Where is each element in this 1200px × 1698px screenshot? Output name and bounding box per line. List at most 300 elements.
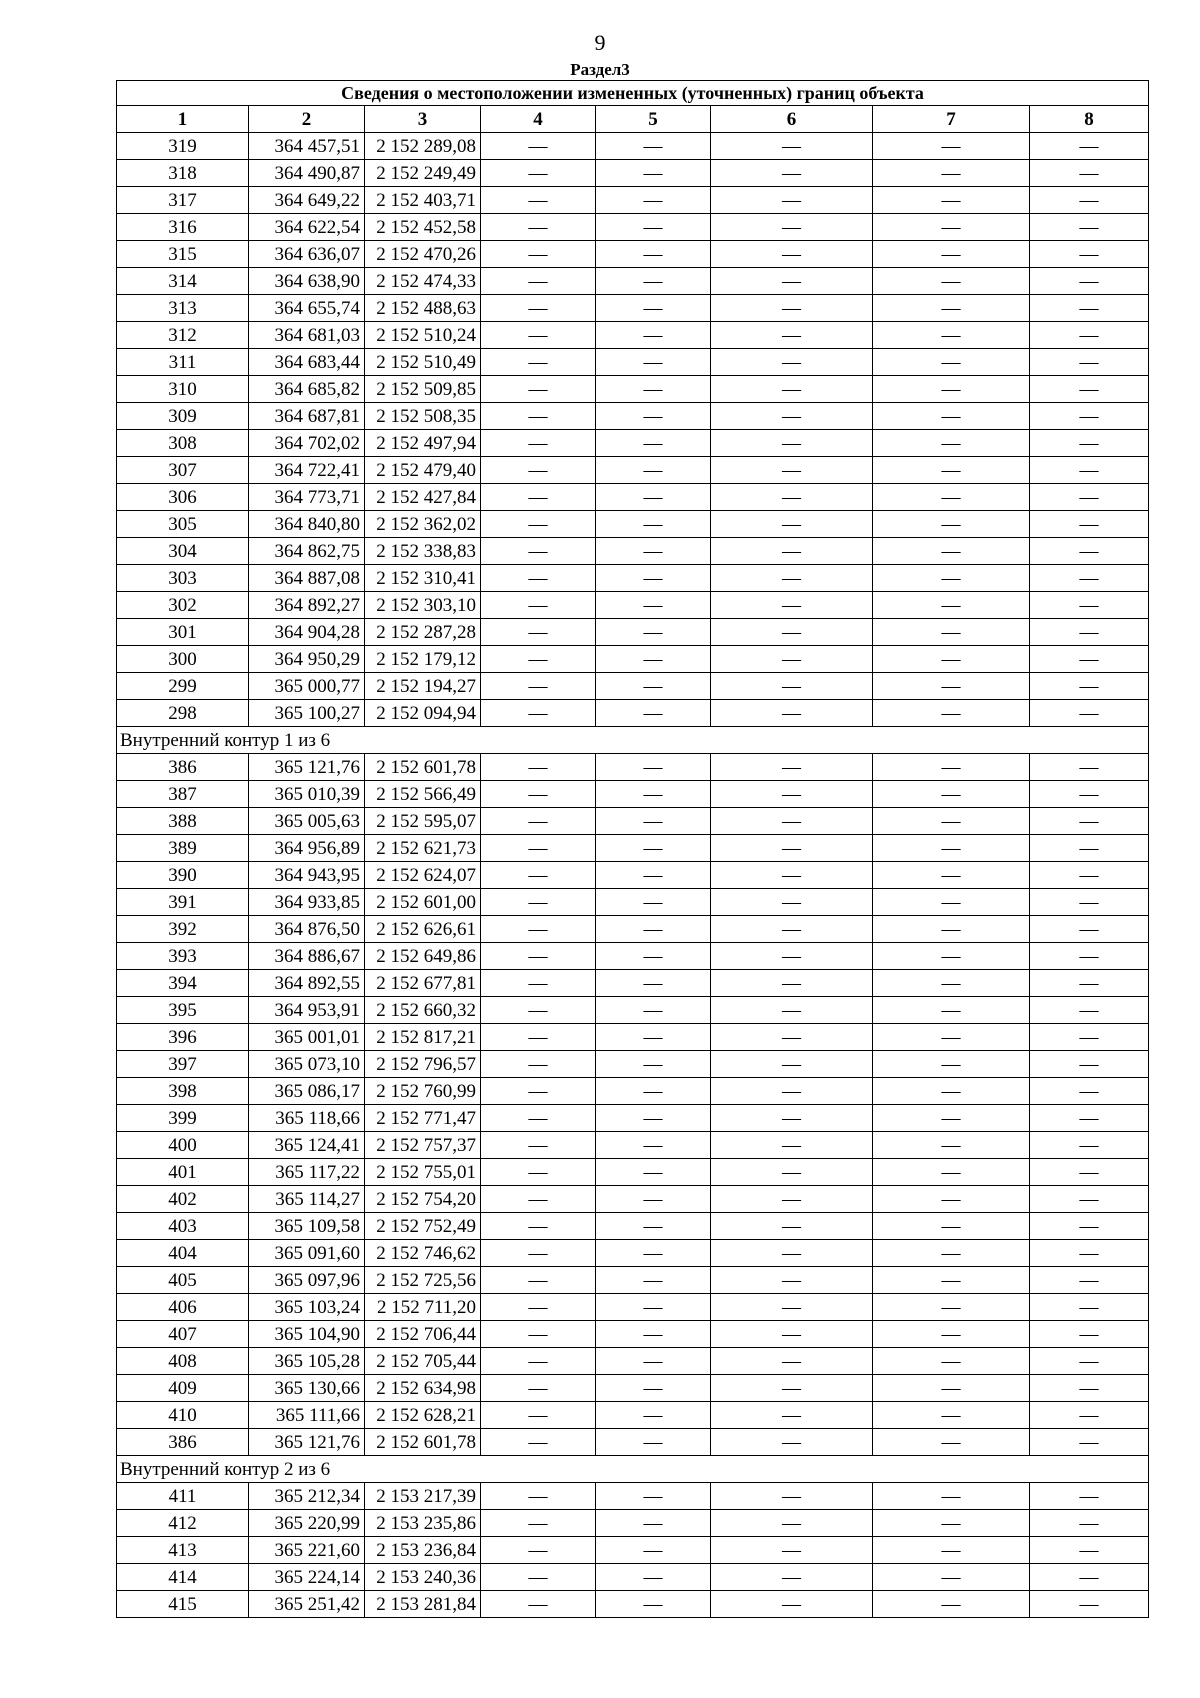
y-coordinate-cell: 2 152 179,12 xyxy=(365,646,481,673)
table-row xyxy=(117,754,1149,781)
empty-mark: — xyxy=(782,999,801,1021)
empty-cell xyxy=(596,295,711,322)
empty-mark: — xyxy=(941,1512,961,1534)
x-coordinate-cell: 364 862,75 xyxy=(249,538,365,565)
empty-cell xyxy=(481,1186,596,1213)
x-coordinate-cell: 364 840,80 xyxy=(249,511,365,538)
empty-mark: — xyxy=(643,1539,663,1561)
empty-mark: — xyxy=(941,1323,961,1345)
y-coordinate-cell: 2 152 634,98 xyxy=(365,1375,481,1402)
table-row xyxy=(117,1429,1149,1456)
empty-cell xyxy=(596,1402,711,1429)
empty-cell xyxy=(711,1537,873,1564)
empty-mark: — xyxy=(941,1134,961,1156)
table-row xyxy=(117,862,1149,889)
empty-cell xyxy=(481,268,596,295)
point-number-cell: 395 xyxy=(117,997,249,1024)
empty-cell xyxy=(481,1321,596,1348)
table-row xyxy=(117,295,1149,322)
empty-mark: — xyxy=(941,756,961,778)
point-number-cell: 400 xyxy=(117,1132,249,1159)
table-body xyxy=(117,81,1149,1618)
empty-cell xyxy=(873,1186,1030,1213)
x-coordinate-cell: 365 221,60 xyxy=(249,1537,365,1564)
empty-mark: — xyxy=(643,1404,663,1426)
table-row xyxy=(117,673,1149,700)
empty-mark: — xyxy=(528,972,548,994)
empty-mark: — xyxy=(1079,1485,1099,1507)
empty-cell xyxy=(596,214,711,241)
x-coordinate-cell: 365 005,63 xyxy=(249,808,365,835)
empty-mark: — xyxy=(941,1566,961,1588)
table-row xyxy=(117,430,1149,457)
column-header: 5 xyxy=(596,106,711,133)
empty-cell xyxy=(1030,457,1149,484)
empty-mark: — xyxy=(528,1215,548,1237)
empty-mark: — xyxy=(782,270,801,292)
empty-mark: — xyxy=(528,1350,548,1372)
empty-cell xyxy=(1030,1510,1149,1537)
empty-mark: — xyxy=(782,297,801,319)
y-coordinate-cell: 2 152 752,49 xyxy=(365,1213,481,1240)
empty-cell xyxy=(711,187,873,214)
empty-mark: — xyxy=(528,1242,548,1264)
empty-mark: — xyxy=(528,270,548,292)
empty-mark: — xyxy=(643,891,663,913)
empty-cell xyxy=(873,268,1030,295)
empty-cell xyxy=(596,241,711,268)
point-number-cell: 414 xyxy=(117,1564,249,1591)
x-coordinate-cell: 365 104,90 xyxy=(249,1321,365,1348)
y-coordinate-cell: 2 153 217,39 xyxy=(365,1483,481,1510)
empty-mark: — xyxy=(782,783,801,805)
empty-cell xyxy=(711,376,873,403)
table-row xyxy=(117,1510,1149,1537)
empty-cell xyxy=(711,970,873,997)
point-number-cell: 306 xyxy=(117,484,249,511)
empty-mark: — xyxy=(782,891,801,913)
empty-cell xyxy=(711,646,873,673)
empty-cell xyxy=(481,1483,596,1510)
empty-cell xyxy=(596,376,711,403)
empty-mark: — xyxy=(643,1269,663,1291)
x-coordinate-cell: 364 892,27 xyxy=(249,592,365,619)
empty-cell xyxy=(873,376,1030,403)
empty-mark: — xyxy=(941,1377,961,1399)
x-coordinate-cell: 365 111,66 xyxy=(249,1402,365,1429)
empty-mark: — xyxy=(528,621,548,643)
empty-mark: — xyxy=(643,297,663,319)
empty-cell xyxy=(596,700,711,727)
x-coordinate-cell: 365 251,42 xyxy=(249,1591,365,1618)
empty-mark: — xyxy=(782,567,801,589)
empty-mark: — xyxy=(1079,648,1099,670)
empty-mark: — xyxy=(528,459,548,481)
empty-cell xyxy=(711,1267,873,1294)
empty-cell xyxy=(711,1483,873,1510)
empty-cell xyxy=(873,133,1030,160)
empty-mark: — xyxy=(643,810,663,832)
empty-cell xyxy=(711,1294,873,1321)
empty-cell xyxy=(1030,511,1149,538)
y-coordinate-cell: 2 152 452,58 xyxy=(365,214,481,241)
y-coordinate-cell: 2 152 746,62 xyxy=(365,1240,481,1267)
x-coordinate-cell: 365 086,17 xyxy=(249,1078,365,1105)
table-row xyxy=(117,970,1149,997)
empty-mark: — xyxy=(643,189,663,211)
empty-mark: — xyxy=(643,864,663,886)
empty-mark: — xyxy=(643,405,663,427)
y-coordinate-cell: 2 152 497,94 xyxy=(365,430,481,457)
point-number-cell: 390 xyxy=(117,862,249,889)
empty-cell xyxy=(596,403,711,430)
empty-mark: — xyxy=(643,837,663,859)
table-row xyxy=(117,1348,1149,1375)
empty-mark: — xyxy=(1079,675,1099,697)
empty-cell xyxy=(711,1402,873,1429)
empty-mark: — xyxy=(941,810,961,832)
empty-mark: — xyxy=(1079,918,1099,940)
empty-cell xyxy=(873,862,1030,889)
table-row xyxy=(117,241,1149,268)
empty-cell xyxy=(481,484,596,511)
empty-cell xyxy=(1030,970,1149,997)
empty-mark: — xyxy=(782,189,801,211)
empty-mark: — xyxy=(782,405,801,427)
empty-cell xyxy=(711,133,873,160)
empty-mark: — xyxy=(643,216,663,238)
empty-cell xyxy=(873,1348,1030,1375)
empty-mark: — xyxy=(643,1431,663,1453)
empty-cell xyxy=(873,754,1030,781)
empty-mark: — xyxy=(643,459,663,481)
empty-mark: — xyxy=(782,1080,801,1102)
point-number-cell: 397 xyxy=(117,1051,249,1078)
empty-cell xyxy=(481,1105,596,1132)
x-coordinate-cell: 364 950,29 xyxy=(249,646,365,673)
table-row xyxy=(117,1564,1149,1591)
empty-cell xyxy=(596,1564,711,1591)
point-number-cell: 313 xyxy=(117,295,249,322)
empty-mark: — xyxy=(941,702,961,724)
table-row xyxy=(117,160,1149,187)
empty-mark: — xyxy=(782,540,801,562)
table-row xyxy=(117,1186,1149,1213)
empty-mark: — xyxy=(782,243,801,265)
x-coordinate-cell: 364 702,02 xyxy=(249,430,365,457)
empty-mark: — xyxy=(1079,1161,1099,1183)
column-header: 8 xyxy=(1030,106,1149,133)
empty-cell xyxy=(1030,1267,1149,1294)
empty-mark: — xyxy=(782,216,801,238)
y-coordinate-cell: 2 153 235,86 xyxy=(365,1510,481,1537)
empty-mark: — xyxy=(941,1080,961,1102)
table-row xyxy=(117,592,1149,619)
empty-cell xyxy=(596,268,711,295)
empty-mark: — xyxy=(941,1296,961,1318)
point-number-cell: 393 xyxy=(117,943,249,970)
empty-mark: — xyxy=(782,621,801,643)
table-row xyxy=(117,214,1149,241)
empty-cell xyxy=(596,1483,711,1510)
empty-cell xyxy=(873,997,1030,1024)
x-coordinate-cell: 364 655,74 xyxy=(249,295,365,322)
empty-mark: — xyxy=(1079,756,1099,778)
empty-mark: — xyxy=(1079,162,1099,184)
table-row xyxy=(117,1267,1149,1294)
y-coordinate-cell: 2 153 236,84 xyxy=(365,1537,481,1564)
empty-cell xyxy=(1030,1240,1149,1267)
y-coordinate-cell: 2 152 725,56 xyxy=(365,1267,481,1294)
empty-mark: — xyxy=(941,1161,961,1183)
x-coordinate-cell: 364 953,91 xyxy=(249,997,365,1024)
empty-cell xyxy=(873,187,1030,214)
empty-mark: — xyxy=(1079,135,1099,157)
empty-mark: — xyxy=(782,486,801,508)
point-number-cell: 413 xyxy=(117,1537,249,1564)
empty-cell xyxy=(873,1078,1030,1105)
empty-mark: — xyxy=(643,486,663,508)
empty-cell xyxy=(481,835,596,862)
y-coordinate-cell: 2 152 621,73 xyxy=(365,835,481,862)
empty-mark: — xyxy=(643,513,663,535)
empty-cell xyxy=(1030,295,1149,322)
empty-mark: — xyxy=(528,891,548,913)
point-number-cell: 401 xyxy=(117,1159,249,1186)
x-coordinate-cell: 365 100,27 xyxy=(249,700,365,727)
point-number-cell: 298 xyxy=(117,700,249,727)
empty-mark: — xyxy=(1079,1242,1099,1264)
empty-mark: — xyxy=(782,837,801,859)
table-row xyxy=(117,1105,1149,1132)
empty-mark: — xyxy=(941,1053,961,1075)
empty-mark: — xyxy=(941,324,961,346)
point-number-cell: 396 xyxy=(117,1024,249,1051)
empty-mark: — xyxy=(528,1566,548,1588)
empty-cell xyxy=(1030,943,1149,970)
empty-mark: — xyxy=(941,648,961,670)
y-coordinate-cell: 2 152 249,49 xyxy=(365,160,481,187)
y-coordinate-cell: 2 152 488,63 xyxy=(365,295,481,322)
empty-mark: — xyxy=(782,1242,801,1264)
table-row xyxy=(117,484,1149,511)
empty-mark: — xyxy=(941,243,961,265)
empty-cell xyxy=(1030,160,1149,187)
column-header: 6 xyxy=(711,106,873,133)
x-coordinate-cell: 365 114,27 xyxy=(249,1186,365,1213)
empty-mark: — xyxy=(643,270,663,292)
y-coordinate-cell: 2 152 760,99 xyxy=(365,1078,481,1105)
empty-cell xyxy=(873,349,1030,376)
empty-cell xyxy=(873,700,1030,727)
table-row xyxy=(117,1321,1149,1348)
empty-cell xyxy=(711,457,873,484)
empty-cell xyxy=(596,943,711,970)
empty-cell xyxy=(596,1267,711,1294)
empty-cell xyxy=(1030,376,1149,403)
empty-mark: — xyxy=(528,351,548,373)
empty-cell xyxy=(873,1537,1030,1564)
empty-mark: — xyxy=(528,1512,548,1534)
point-number-cell: 300 xyxy=(117,646,249,673)
point-number-cell: 410 xyxy=(117,1402,249,1429)
empty-cell xyxy=(711,943,873,970)
point-number-cell: 386 xyxy=(117,1429,249,1456)
empty-mark: — xyxy=(643,1485,663,1507)
empty-mark: — xyxy=(941,1269,961,1291)
empty-mark: — xyxy=(643,999,663,1021)
empty-mark: — xyxy=(782,1377,801,1399)
empty-mark: — xyxy=(941,135,961,157)
empty-mark: — xyxy=(1079,297,1099,319)
empty-mark: — xyxy=(643,675,663,697)
table-row xyxy=(117,376,1149,403)
empty-cell xyxy=(873,1024,1030,1051)
point-number-cell: 389 xyxy=(117,835,249,862)
empty-mark: — xyxy=(528,1134,548,1156)
empty-mark: — xyxy=(1079,837,1099,859)
y-coordinate-cell: 2 153 240,36 xyxy=(365,1564,481,1591)
empty-cell xyxy=(711,1348,873,1375)
empty-cell xyxy=(1030,538,1149,565)
point-number-cell: 415 xyxy=(117,1591,249,1618)
empty-mark: — xyxy=(782,1134,801,1156)
empty-mark: — xyxy=(643,1161,663,1183)
table-row xyxy=(117,268,1149,295)
empty-mark: — xyxy=(941,162,961,184)
empty-mark: — xyxy=(782,945,801,967)
table-row xyxy=(117,565,1149,592)
empty-mark: — xyxy=(528,216,548,238)
empty-mark: — xyxy=(1079,1269,1099,1291)
empty-cell xyxy=(711,349,873,376)
empty-cell xyxy=(711,700,873,727)
x-coordinate-cell: 365 118,66 xyxy=(249,1105,365,1132)
point-number-cell: 408 xyxy=(117,1348,249,1375)
empty-cell xyxy=(481,754,596,781)
empty-mark: — xyxy=(941,594,961,616)
empty-cell xyxy=(481,1294,596,1321)
empty-cell xyxy=(481,376,596,403)
empty-mark: — xyxy=(941,621,961,643)
empty-mark: — xyxy=(528,324,548,346)
empty-cell xyxy=(481,646,596,673)
empty-cell xyxy=(873,1321,1030,1348)
empty-mark: — xyxy=(528,243,548,265)
empty-cell xyxy=(1030,835,1149,862)
empty-mark: — xyxy=(643,1134,663,1156)
empty-cell xyxy=(873,889,1030,916)
empty-mark: — xyxy=(528,918,548,940)
empty-cell xyxy=(596,511,711,538)
empty-mark: — xyxy=(941,1026,961,1048)
empty-cell xyxy=(481,673,596,700)
empty-cell xyxy=(481,1132,596,1159)
empty-cell xyxy=(873,1483,1030,1510)
empty-mark: — xyxy=(782,378,801,400)
table-row xyxy=(117,403,1149,430)
empty-cell xyxy=(711,862,873,889)
x-coordinate-cell: 364 457,51 xyxy=(249,133,365,160)
empty-mark: — xyxy=(1079,1566,1099,1588)
empty-mark: — xyxy=(528,1485,548,1507)
empty-mark: — xyxy=(643,1026,663,1048)
empty-mark: — xyxy=(941,432,961,454)
empty-cell xyxy=(596,1024,711,1051)
empty-mark: — xyxy=(1079,1377,1099,1399)
empty-cell xyxy=(596,1375,711,1402)
table-row xyxy=(117,1024,1149,1051)
empty-cell xyxy=(711,322,873,349)
empty-cell xyxy=(481,1564,596,1591)
x-coordinate-cell: 364 904,28 xyxy=(249,619,365,646)
point-number-cell: 403 xyxy=(117,1213,249,1240)
empty-mark: — xyxy=(1079,540,1099,562)
empty-cell xyxy=(1030,1348,1149,1375)
table-row xyxy=(117,943,1149,970)
empty-mark: — xyxy=(1079,1512,1099,1534)
empty-mark: — xyxy=(1079,459,1099,481)
empty-cell xyxy=(596,1186,711,1213)
x-coordinate-cell: 365 103,24 xyxy=(249,1294,365,1321)
empty-mark: — xyxy=(1079,1134,1099,1156)
empty-mark: — xyxy=(528,810,548,832)
empty-cell xyxy=(1030,1537,1149,1564)
point-number-cell: 314 xyxy=(117,268,249,295)
empty-mark: — xyxy=(528,1269,548,1291)
contour-row xyxy=(117,727,1149,754)
empty-cell xyxy=(1030,214,1149,241)
table-row xyxy=(117,1294,1149,1321)
empty-cell xyxy=(596,808,711,835)
empty-cell xyxy=(481,862,596,889)
empty-cell xyxy=(481,430,596,457)
empty-cell xyxy=(596,970,711,997)
x-coordinate-cell: 365 117,22 xyxy=(249,1159,365,1186)
empty-mark: — xyxy=(528,702,548,724)
y-coordinate-cell: 2 152 601,78 xyxy=(365,754,481,781)
y-coordinate-cell: 2 152 705,44 xyxy=(365,1348,481,1375)
empty-cell xyxy=(481,1591,596,1618)
column-header: 4 xyxy=(481,106,596,133)
empty-mark: — xyxy=(528,999,548,1021)
empty-mark: — xyxy=(643,324,663,346)
y-coordinate-cell: 2 152 510,49 xyxy=(365,349,481,376)
empty-mark: — xyxy=(643,945,663,967)
empty-mark: — xyxy=(528,1080,548,1102)
empty-cell xyxy=(873,1375,1030,1402)
empty-cell xyxy=(711,1213,873,1240)
table-row xyxy=(117,1078,1149,1105)
point-number-cell: 307 xyxy=(117,457,249,484)
empty-cell xyxy=(873,1510,1030,1537)
empty-mark: — xyxy=(782,1593,801,1615)
point-number-cell: 387 xyxy=(117,781,249,808)
empty-cell xyxy=(481,160,596,187)
empty-cell xyxy=(1030,187,1149,214)
y-coordinate-cell: 2 152 757,37 xyxy=(365,1132,481,1159)
empty-mark: — xyxy=(941,1242,961,1264)
empty-mark: — xyxy=(941,513,961,535)
point-number-cell: 302 xyxy=(117,592,249,619)
point-number-cell: 388 xyxy=(117,808,249,835)
empty-mark: — xyxy=(1079,1350,1099,1372)
empty-mark: — xyxy=(941,1215,961,1237)
empty-cell xyxy=(711,1159,873,1186)
table-row xyxy=(117,457,1149,484)
table-row xyxy=(117,133,1149,160)
empty-mark: — xyxy=(782,1269,801,1291)
